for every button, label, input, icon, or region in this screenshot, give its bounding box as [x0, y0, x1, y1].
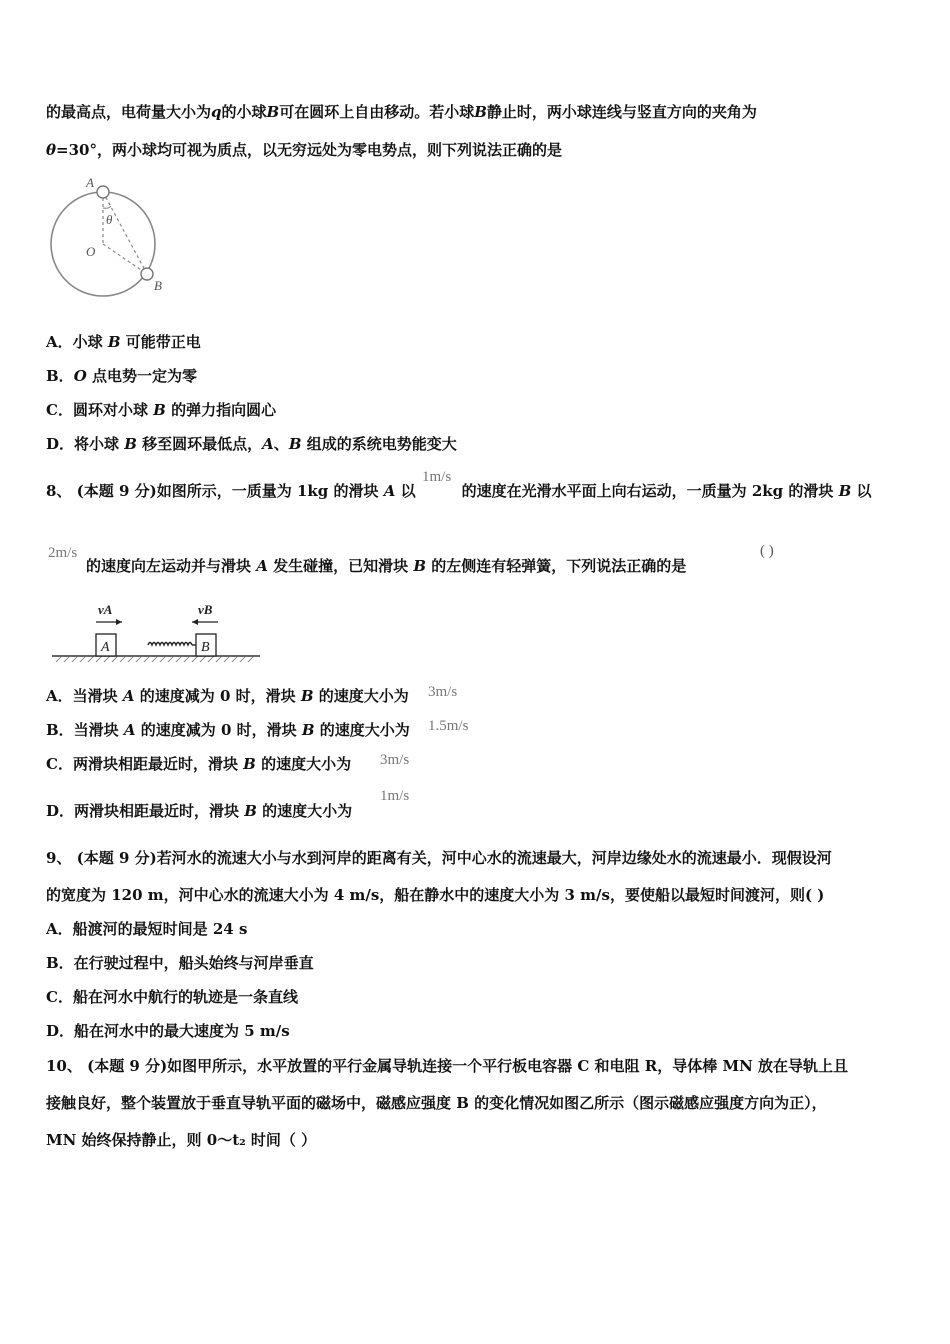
text: 、	[273, 435, 289, 453]
ob-dashed-line	[103, 244, 147, 274]
q8-option-b[interactable]	[46, 720, 410, 740]
unit-1p5mps: 1.5m/s	[428, 718, 469, 734]
q7-option-d[interactable]	[46, 434, 457, 454]
text: 的速度大小为	[256, 802, 353, 820]
var-O: O	[73, 367, 87, 385]
text: 的弹力指向圆心	[165, 401, 277, 419]
q10-stem-line-1: 10、 (本题 9 分)如图甲所示，水平放置的平行金属导轨连接一个平行板电容器 C 和电阻 R，导体棒 MN 放在导轨上且	[46, 1057, 849, 1075]
q8-option-c[interactable]	[46, 754, 351, 774]
text: 的速度减为 0 时，滑块	[135, 721, 302, 739]
velocity-b-label: vB	[198, 602, 213, 617]
text: 以	[851, 482, 872, 500]
q8-option-a[interactable]	[46, 686, 409, 706]
block-b-label: B	[201, 640, 210, 655]
charge-a	[97, 186, 109, 198]
q9-option-a[interactable]: A．船渡河的最短时间是 24 s	[46, 920, 248, 938]
angle-arc	[103, 206, 111, 208]
q7-option-c[interactable]	[46, 400, 276, 420]
q7-option-a[interactable]	[46, 332, 201, 352]
q9-option-c[interactable]: C．船在河水中航行的轨迹是一条直线	[46, 988, 298, 1006]
unit-1mps: 1m/s	[422, 469, 452, 485]
text: 的最高点，电荷量大小为	[46, 103, 212, 121]
ground-hatch	[56, 656, 254, 662]
var-q: q	[211, 103, 222, 121]
text: =30°，两小球均可视为质点，以无穷远处为零电势点，则下列说法正确的是	[56, 141, 562, 159]
q7-option-b[interactable]	[46, 366, 197, 386]
var-A: A	[383, 482, 396, 500]
answer-bracket[interactable]: ( )	[760, 543, 774, 559]
var-A: A	[262, 435, 274, 453]
var-B: B	[107, 333, 121, 351]
var-B: B	[124, 435, 137, 453]
var-B: B	[838, 482, 852, 500]
var-B: B	[244, 802, 257, 820]
text: B．当滑块	[46, 721, 124, 739]
text: 8、 (本题 9 分)如图所示，一质量为 1kg 的滑块	[46, 482, 384, 500]
var-B: B	[301, 721, 315, 739]
var-B: B	[266, 103, 280, 121]
unit-2mps: 2m/s	[48, 545, 78, 561]
unit-1mps: 1m/s	[380, 788, 410, 804]
var-B: B	[474, 103, 487, 121]
text: 点电势一定为零	[86, 367, 197, 385]
q7-stem-line-1	[46, 102, 757, 122]
q9-option-d[interactable]: D．船在河水中的最大速度为 5 m/s	[46, 1022, 290, 1040]
q8-blocks-figure	[50, 598, 265, 668]
text: 发生碰撞，已知滑块	[267, 557, 414, 575]
var-B: B	[413, 557, 427, 575]
text: 的左侧连有轻弹簧，下列说法正确的是	[426, 557, 687, 575]
text: 的速度大小为	[255, 755, 352, 773]
text: D．两滑块相距最近时，滑块	[46, 802, 245, 820]
text: 的速度大小为	[314, 721, 410, 739]
unit-3mps: 3m/s	[380, 752, 410, 768]
text: 的速度减为 0 时，滑块	[134, 687, 301, 705]
text: A．小球	[46, 333, 108, 351]
text: 可能带正电	[120, 333, 201, 351]
velocity-a-label: vA	[98, 602, 113, 617]
unit-3mps: 3m/s	[428, 684, 458, 700]
var-B: B	[288, 435, 302, 453]
text: 以	[395, 482, 416, 500]
label-b: B	[154, 278, 162, 293]
ab-dashed-line	[103, 192, 147, 274]
text: 移至圆环最低点，	[136, 435, 263, 453]
text: 静止时，两小球连线与竖直方向的夹角为	[486, 103, 757, 121]
text: 组成的系统电势能变大	[301, 435, 457, 453]
q9-stem-line-1: 9、 (本题 9 分)若河水的流速大小与水到河岸的距离有关，河中心水的流速最大，河岸边缘处水的流速最小．现假设河	[46, 849, 832, 867]
text: 的速度大小为	[313, 687, 409, 705]
text: 的速度向左运动并与滑块	[86, 557, 257, 575]
text: B．	[46, 367, 74, 385]
label-o: O	[86, 244, 96, 259]
q7-stem-line-2	[46, 140, 562, 160]
text: D．将小球	[46, 435, 125, 453]
var-B: B	[300, 687, 314, 705]
label-a: A	[86, 175, 94, 190]
var-B: B	[153, 401, 166, 419]
text: A．当滑块	[46, 687, 123, 705]
q7-ring-figure	[40, 172, 180, 302]
q8-stem-line-1	[46, 481, 872, 501]
var-theta: θ	[46, 141, 57, 159]
text: 的小球	[221, 103, 267, 121]
charge-b	[141, 268, 153, 280]
label-theta: θ	[106, 212, 113, 227]
spring	[148, 643, 192, 646]
text: C．圆环对小球	[46, 401, 154, 419]
q10-stem-line-2: 接触良好，整个装置放于垂直导轨平面的磁场中，磁感应强度 B 的变化情况如图乙所示（图示磁感应强度方向为正），	[46, 1094, 827, 1112]
text: C．两滑块相距最近时，滑块	[46, 755, 244, 773]
var-A: A	[256, 557, 268, 575]
block-a-label: A	[101, 640, 110, 655]
q8-stem-line-2	[86, 556, 686, 576]
var-A: A	[123, 721, 136, 739]
var-A: A	[122, 687, 135, 705]
q9-stem-line-2: 的宽度为 120 m，河中心水的流速大小为 4 m/s，船在静水中的速度大小为 3 m/s，要使船以最短时间渡河，则( )	[46, 886, 825, 904]
text: 的速度在光滑水平面上向右运动，一质量为 2kg 的滑块	[461, 482, 839, 500]
text: 可在圆环上自由移动。若小球	[279, 103, 475, 121]
q8-option-d[interactable]	[46, 801, 352, 821]
var-B: B	[243, 755, 256, 773]
q9-option-b[interactable]: B．在行驶过程中，船头始终与河岸垂直	[46, 954, 314, 972]
q10-stem-line-3: MN 始终保持静止，则 0～t₂ 时间（ ）	[46, 1131, 317, 1149]
